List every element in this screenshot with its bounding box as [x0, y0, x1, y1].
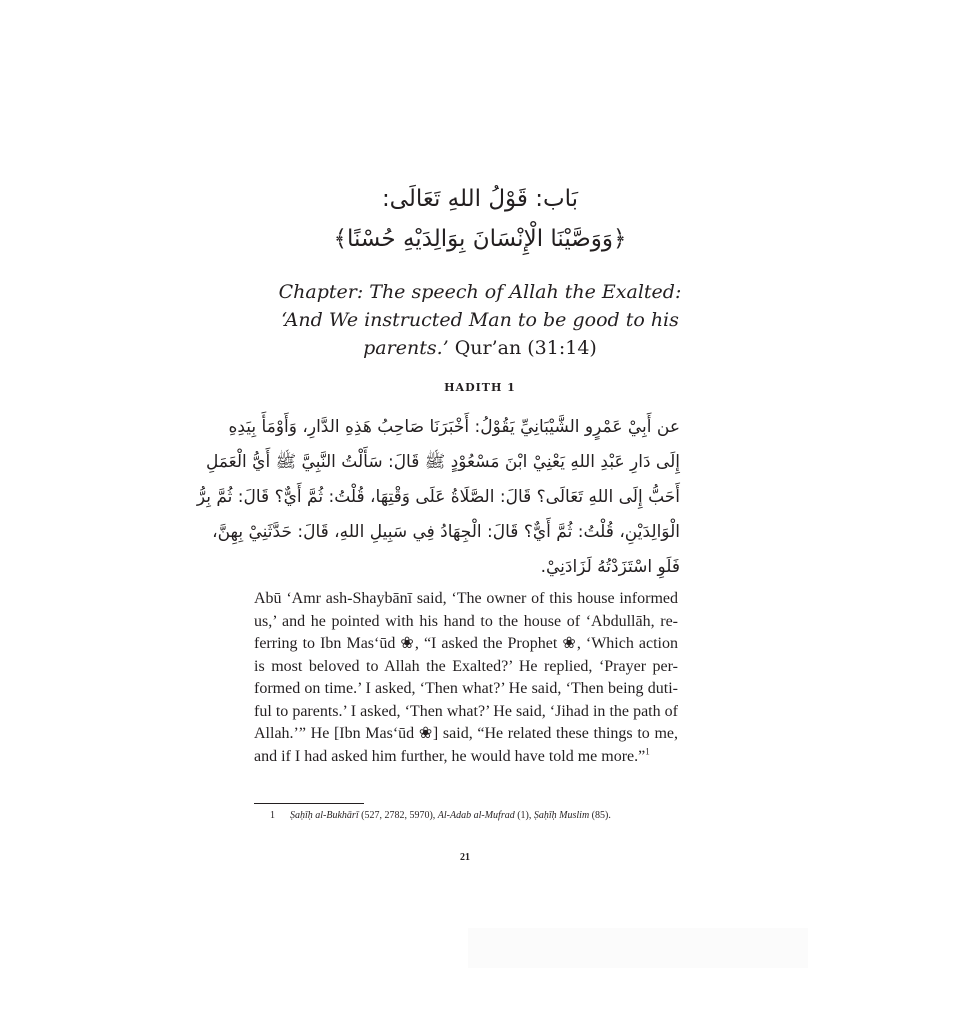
hadith-english-line: Allah.’” He [Ibn Mas‘ūd ❀] said, “He related these things to me, — [254, 725, 678, 742]
page-number: 21 — [460, 852, 470, 863]
hadith-english-text — [254, 588, 678, 768]
hadith-arabic-text — [196, 410, 680, 585]
footnote-divider — [254, 803, 364, 804]
footnote-reference[interactable]: 1 — [645, 746, 650, 757]
footnote-source-title: Ṣaḥīḥ al-Bukhārī — [290, 810, 359, 821]
chapter-title-english-text: Chapter: The speech of Allah the Exalted: ‘And We instructed Man to be good to his parents.’ — [278, 281, 682, 359]
hadith-label: HADITH 1 — [444, 381, 516, 394]
footnote-source-title: Ṣaḥīḥ Muslim — [533, 810, 590, 821]
footnote — [270, 810, 690, 821]
hadith-arabic-line: إِلَى دَارِ عَبْدِ اللهِ يَعْنِيْ ابْنَ مَسْعُوْدٍ ﷺ قَالَ: سَأَلْتُ النَّبِيَّ ﷺ أَيُّ الْعَمَلِ — [205, 452, 680, 472]
chapter-quran-reference: Qur’an (31:14) — [454, 337, 597, 359]
hadith-english-last-line — [254, 746, 678, 769]
hadith-english-line: is most beloved to Allah the Exalted?’ He replied, ‘Prayer per- — [254, 657, 678, 675]
footnote-source-refs: (85). — [589, 810, 611, 821]
hadith-english-line: and if I had asked him further, he would have told me more.” — [254, 747, 646, 765]
hadith-english-line: formed on time.’ I asked, ‘Then what?’ He said, ‘Then being duti- — [254, 680, 678, 697]
hadith-arabic-line: الْوَالِدَيْنِ، قُلْتُ: ثُمَّ أَيٌّ؟ قَالَ: الْجِهَادُ فِي سَبِيلِ اللهِ، قَالَ: حَدَّثَنِيْ بِهِنَّ، — [212, 522, 680, 542]
footnote-source-refs: (527, 2782, 5970), — [358, 810, 438, 821]
footnote-source-refs: (1), — [514, 810, 534, 821]
hadith-arabic-line: أَحَبُّ إِلَى اللهِ تَعَالَى؟ قَالَ: الصَّلَاةُ عَلَى وَقْتِهَا، قُلْتُ: ثُمَّ أَيٌّ؟ قَالَ: ثُمَّ بِرُّ — [196, 487, 680, 507]
hadith-arabic-line: فَلَوِ اسْتَزَدْتُهُ لَزَادَنِيْ. — [540, 557, 680, 577]
footnote-source-title: Al-Adab al-Mufrad — [437, 810, 515, 821]
hadith-english-line: us,’ and he pointed with his hand to the house of ‘Abdullāh, re- — [254, 612, 678, 630]
hadith-english-line: ful to parents.’ I asked, ‘Then what?’ He said, ‘Jihad in the path of — [254, 702, 678, 720]
chapter-verse-arabic: ﴿وَوَصَّيْنَا الْإِنْسَانَ بِوَالِدَيْهِ حُسْنًا﴾ — [333, 226, 627, 252]
hadith-english-line: Abū ‘Amr ash-Shaybānī said, ‘The owner of this house informed — [254, 590, 678, 607]
hadith-english-line: ferring to Ibn Mas‘ūd ❀, “I asked the Prophet ❀, ‘Which action — [254, 635, 678, 652]
chapter-title-arabic: بَاب: قَوْلُ اللهِ تَعَالَى: — [381, 186, 579, 212]
hadith-arabic-line: عن أَبِيْ عَمْرٍو الشَّيْبَانِيِّ يَقُوْلُ: أَخْبَرَنَا صَاحِبُ هَذِهِ الدَّارِ، وَأَوْمَأَ بِيَدِهِ — [228, 417, 680, 437]
scan-smudge — [468, 928, 808, 968]
chapter-title-english — [270, 278, 690, 362]
footnote-number: 1 — [270, 810, 275, 821]
